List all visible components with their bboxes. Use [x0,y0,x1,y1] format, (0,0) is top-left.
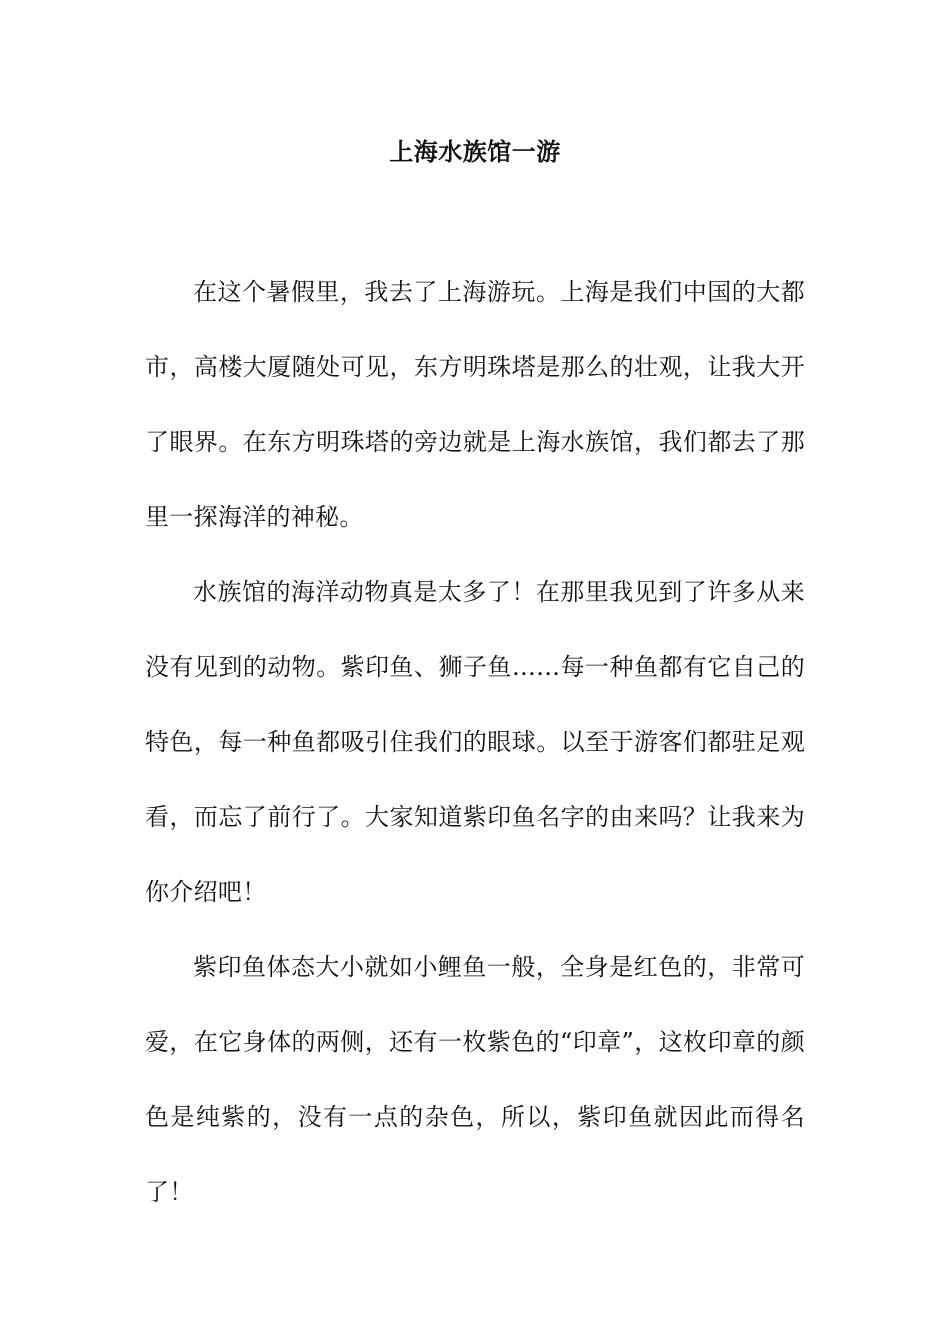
paragraph-1: 在这个暑假里，我去了上海游玩。上海是我们中国的大都市，高楼大厦随处可见，东方明珠塔是那么的壮观，让我大开了眼界。在东方明珠塔的旁边就是上海水族馆，我们都去了那里一探海洋的神秘。 [145,278,805,531]
document-body [145,255,805,1230]
paragraph-2: 水族馆的海洋动物真是太多了！在那里我见到了许多从来没有见到的动物。紫印鱼、狮子鱼……每一种鱼都有它自己的特色，每一种鱼都吸引住我们的眼球。以至于游客们都驻足观看，而忘了前行了。大家知道紫印鱼名字的由来吗？让我来为你介绍吧！ [145,578,805,906]
paragraph-3: 紫印鱼体态大小就如小鲤鱼一般，全身是红色的，非常可爱，在它身体的两侧，还有一枚紫色的“印章”，这枚印章的颜色是纯紫的，没有一点的杂色，所以，紫印鱼就因此而得名了！ [145,953,805,1206]
document-title: 上海水族馆一游 [389,137,561,166]
